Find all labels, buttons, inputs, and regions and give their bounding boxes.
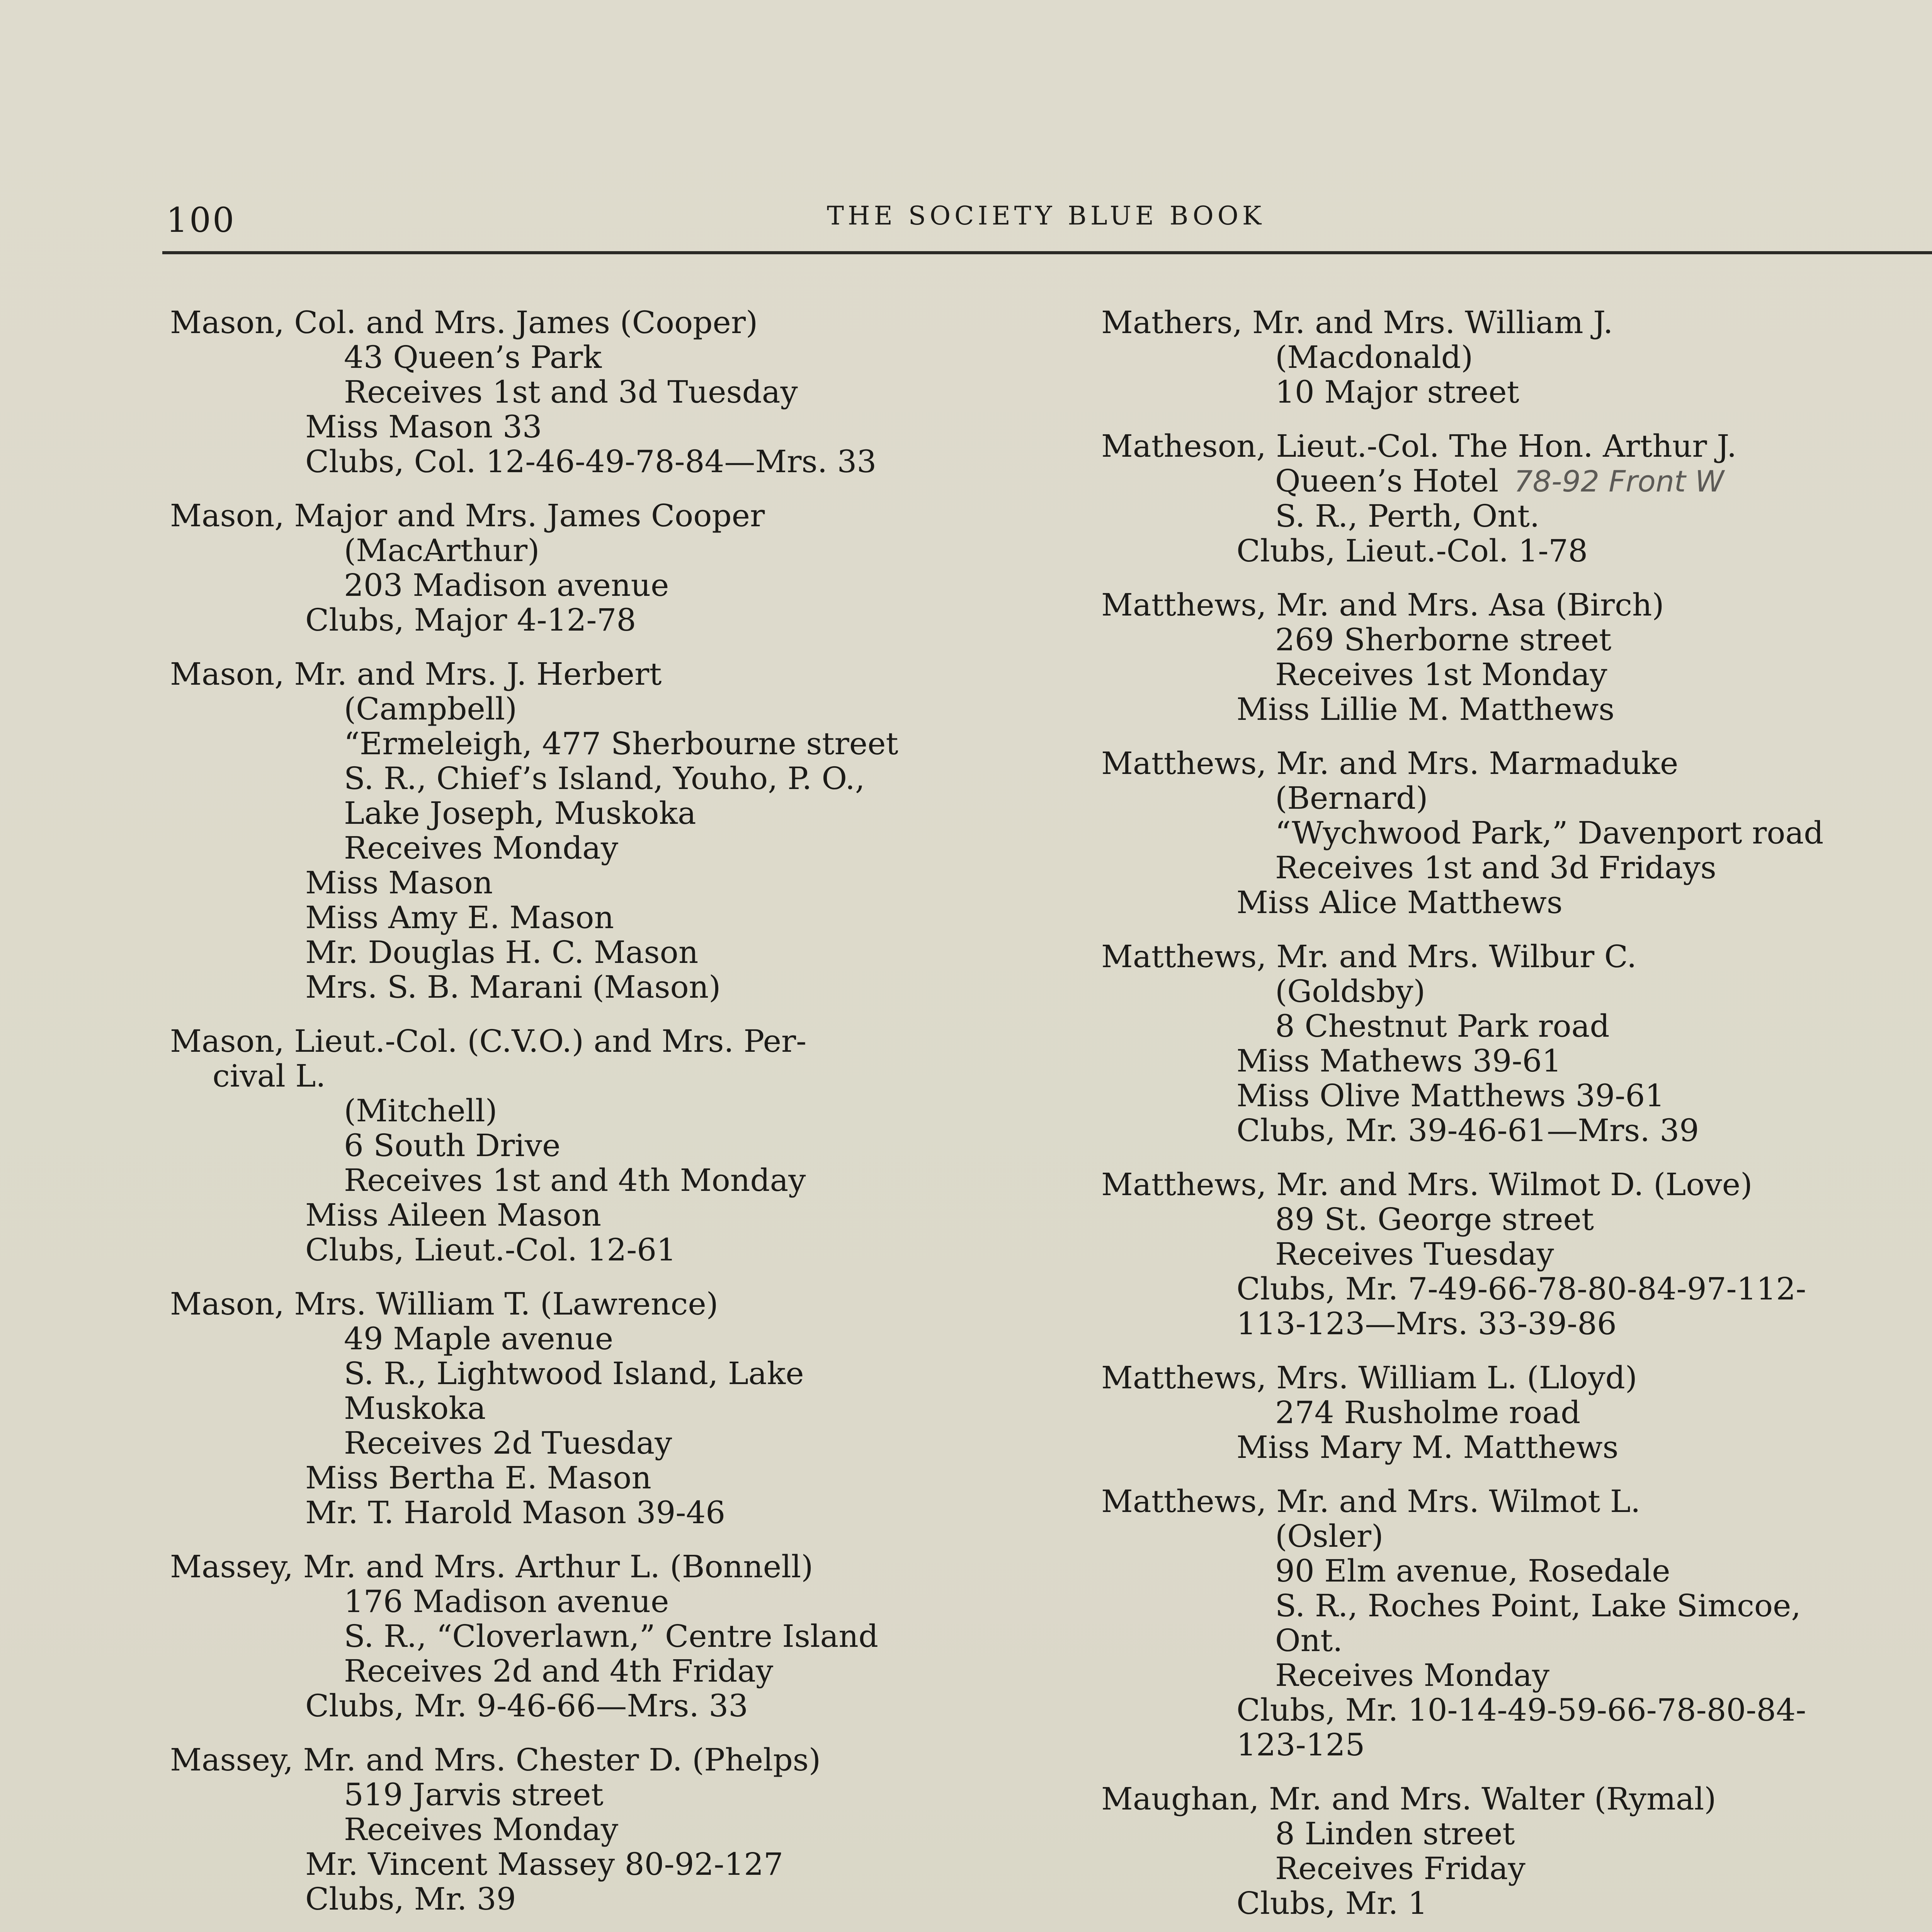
directory-entry (1101, 305, 1932, 410)
entry-line (170, 1619, 1066, 1654)
entry-name: Mason, Major and Mrs. James Cooper (170, 498, 765, 534)
header-rule (162, 251, 1932, 254)
entry-line (170, 866, 1066, 900)
entry-line-text: 8 Chestnut Park road (1275, 1008, 1610, 1044)
entry-line (1101, 1237, 1932, 1272)
entry-name: Matthews, Mr. and Mrs. Wilmot L. (1101, 1483, 1641, 1519)
entry-line-text: 176 Madison avenue (344, 1583, 669, 1619)
entry-line-text: Clubs, Lieut.-Col. 1-78 (1236, 533, 1588, 569)
entry-line-text: Miss Mary M. Matthews (1236, 1429, 1619, 1465)
entry-line-text: Queen’s Hotel (1275, 463, 1499, 499)
entry-line-text: 43 Queen’s Park (344, 339, 602, 375)
entry-line-text: Miss Mathews 39-61 (1236, 1043, 1562, 1079)
entry-name: Matthews, Mr. and Mrs. Marmaduke (1101, 745, 1679, 781)
entry-line (170, 900, 1066, 935)
entry-line-text: Receives Tuesday (1275, 1236, 1554, 1272)
entry-line (170, 1391, 1066, 1426)
left-column (170, 305, 1066, 1932)
entry-line-text: Miss Aileen Mason (305, 1197, 601, 1233)
entry-line-text: Miss Alice Matthews (1236, 884, 1563, 920)
entry-line (170, 1812, 1066, 1847)
entry-line-text: Clubs, Mr. 39 (305, 1881, 516, 1917)
entry-name: Matthews, Mr. and Mrs. Asa (Birch) (1101, 587, 1664, 623)
entry-line-text: Clubs, Major 4-12-78 (305, 602, 636, 638)
entry-line-text: Clubs, Col. 12-46-49-78-84—Mrs. 33 (305, 444, 877, 480)
entry-line (1101, 622, 1932, 657)
entry-line (170, 1777, 1066, 1812)
entry-line (170, 1198, 1066, 1233)
entry-line-text: Receives 1st and 3d Fridays (1275, 850, 1716, 886)
entry-line (1101, 534, 1932, 568)
entry-line-text: Receives 1st Monday (1275, 656, 1607, 692)
entry-line (170, 340, 1066, 375)
entry-line-text: S. R., Chief’s Island, Youho, P. O., (344, 760, 865, 796)
entry-line (170, 410, 1066, 444)
entry-line (1101, 1658, 1932, 1693)
entry-line (1101, 1430, 1932, 1465)
entry-line-text: 269 Sherborne street (1275, 622, 1612, 658)
directory-entry (170, 1024, 1066, 1267)
entry-line-text: 123-125 (1236, 1727, 1365, 1763)
entry-line-text: Mrs. S. B. Marani (Mason) (305, 969, 721, 1005)
entry-line-text: 6 South Drive (344, 1128, 561, 1163)
entry-line-text: Clubs, Mr. 7-49-66-78-80-84-97-112- (1236, 1271, 1806, 1307)
entry-line (1101, 974, 1932, 1009)
entry-line (170, 1233, 1066, 1267)
entry-line (170, 375, 1066, 410)
entry-line-text: Mr. T. Harold Mason 39-46 (305, 1495, 726, 1531)
entry-line (1101, 692, 1932, 727)
entry-line (1101, 1623, 1932, 1658)
entry-line (170, 796, 1066, 831)
entry-line (1101, 1886, 1932, 1921)
entry-line-text: Receives Friday (1275, 1850, 1526, 1886)
entry-name: Matthews, Mrs. William L. (Lloyd) (1101, 1360, 1638, 1396)
entry-line (1101, 1554, 1932, 1588)
entry-line (170, 1495, 1066, 1530)
entry-line (170, 603, 1066, 638)
entry-line (170, 1461, 1066, 1495)
directory-entry (170, 1743, 1066, 1917)
entry-line-text: (Macdonald) (1275, 339, 1473, 375)
entry-line-text: 8 Linden street (1275, 1816, 1515, 1852)
directory-entry (1101, 1361, 1932, 1465)
entry-line (170, 970, 1066, 1005)
entry-line-text: S. R., Lightwood Island, Lake (344, 1355, 804, 1391)
entry-name: Matthews, Mr. and Mrs. Wilmot D. (Love) (1101, 1167, 1753, 1202)
entry-name: Massey, Mr. and Mrs. Arthur L. (Bonnell) (170, 1549, 813, 1585)
entry-line (170, 1094, 1066, 1128)
entry-line-text: Receives 1st and 3d Tuesday (344, 374, 798, 410)
entry-line (1101, 375, 1932, 410)
entry-line-text: (Campbell) (344, 691, 517, 727)
entry-line-text: Miss Bertha E. Mason (305, 1460, 651, 1496)
entry-line-text: Receives Monday (344, 1811, 619, 1847)
entry-line-text: 49 Maple avenue (344, 1321, 614, 1357)
entry-name: Mason, Col. and Mrs. James (Cooper) (170, 304, 758, 340)
entry-line-text: (Osler) (1275, 1518, 1384, 1554)
entry-name: Matthews, Mr. and Mrs. Wilbur C. (1101, 939, 1637, 975)
directory-entry (170, 498, 1066, 638)
entry-line (170, 1882, 1066, 1917)
entry-line-text: Muskoka (344, 1390, 486, 1426)
directory-entry (1101, 1167, 1932, 1341)
directory-entry (1101, 1782, 1932, 1921)
entry-line (170, 1059, 1066, 1094)
entry-line-text: S. R., “Cloverlawn,” Centre Island (344, 1618, 878, 1654)
entry-line (170, 726, 1066, 761)
directory-entry (1101, 1484, 1932, 1762)
page-number: 100 (166, 200, 236, 240)
entry-line-text: 203 Madison avenue (344, 567, 669, 603)
directory-entry (1101, 746, 1932, 920)
entry-line-text: S. R., Roches Point, Lake Simcoe, (1275, 1588, 1801, 1624)
entry-name: Mason, Mr. and Mrs. J. Herbert (170, 656, 662, 692)
entry-line (1101, 1202, 1932, 1237)
entry-line-text: Miss Olive Matthews 39-61 (1236, 1078, 1665, 1114)
entry-line-text: Receives 2d and 4th Friday (344, 1653, 774, 1689)
entry-line (1101, 1306, 1932, 1341)
entry-line-text: (Bernard) (1275, 780, 1428, 816)
entry-line-text: Clubs, Mr. 10-14-49-59-66-78-80-84- (1236, 1692, 1806, 1728)
entry-line (1101, 340, 1932, 375)
entry-name: Matheson, Lieut.-Col. The Hon. Arthur J. (1101, 428, 1737, 464)
entry-line (170, 831, 1066, 866)
entry-line (1101, 1519, 1932, 1554)
handwritten-note: 78-92 Front W (1514, 464, 1724, 498)
entry-name: Mason, Mrs. William T. (Lawrence) (170, 1286, 718, 1322)
directory-entry (1101, 429, 1932, 568)
entry-line (170, 1584, 1066, 1619)
entry-line-text: (Mitchell) (344, 1093, 497, 1129)
entry-line (1101, 850, 1932, 885)
entry-name: Maughan, Mr. and Mrs. Walter (Rymal) (1101, 1781, 1716, 1817)
entry-line-text: 274 Rusholme road (1275, 1395, 1581, 1430)
entry-line-text: Receives 1st and 4th Monday (344, 1162, 806, 1198)
entry-line-text: “Ermeleigh, 477 Sherbourne street (344, 726, 898, 762)
directory-entry (170, 657, 1066, 1005)
entry-line-text: S. R., Perth, Ont. (1275, 498, 1540, 534)
entry-line (1101, 1693, 1932, 1728)
directory-entry (1101, 588, 1932, 727)
entry-line (1101, 885, 1932, 920)
entry-line-text: Clubs, Lieut.-Col. 12-61 (305, 1232, 677, 1268)
entry-line-text: 10 Major street (1275, 374, 1519, 410)
entry-line-text: 89 St. George street (1275, 1201, 1594, 1237)
entry-line (170, 1321, 1066, 1356)
entry-line (1101, 657, 1932, 692)
entry-line-text: Miss Lillie M. Matthews (1236, 691, 1615, 727)
directory-entry (1101, 939, 1932, 1148)
entry-line-text: 519 Jarvis street (344, 1777, 604, 1813)
entry-name: Mason, Lieut.-Col. (C.V.O.) and Mrs. Per- (170, 1023, 807, 1059)
entry-line-text: Clubs, Mr. 1 (1236, 1885, 1428, 1921)
entry-line (1101, 1078, 1932, 1113)
entry-line (1101, 1395, 1932, 1430)
entry-line (170, 1689, 1066, 1723)
entry-line (170, 761, 1066, 796)
entry-line-text: Clubs, Mr. 39-46-61—Mrs. 39 (1236, 1112, 1699, 1148)
entry-line (1101, 1113, 1932, 1148)
entry-line (170, 692, 1066, 726)
entry-line-text: 113-123—Mrs. 33-39-86 (1236, 1306, 1617, 1342)
entry-line (1101, 1272, 1932, 1306)
entry-line-text: Receives 2d Tuesday (344, 1425, 672, 1461)
entry-line (170, 1163, 1066, 1198)
entry-line (1101, 1044, 1932, 1078)
entry-line (170, 533, 1066, 568)
entry-line (1101, 464, 1932, 499)
directory-entry (170, 1549, 1066, 1723)
entry-name: Mathers, Mr. and Mrs. William J. (1101, 304, 1613, 340)
directory-entry (170, 305, 1066, 479)
entry-line (1101, 499, 1932, 534)
entry-line-text: Mr. Vincent Massey 80-92-127 (305, 1846, 783, 1882)
entry-line-text: Mr. Douglas H. C. Mason (305, 934, 699, 970)
entry-line (170, 444, 1066, 479)
entry-name: Massey, Mr. and Mrs. Chester D. (Phelps) (170, 1742, 821, 1778)
entry-line (1101, 1728, 1932, 1762)
entry-line-text: “Wychwood Park,” Davenport road (1275, 815, 1824, 851)
entry-line-text: Miss Mason (305, 865, 493, 901)
entry-line-text: (Goldsby) (1275, 973, 1425, 1009)
entry-line (170, 1128, 1066, 1163)
entry-line (1101, 1588, 1932, 1623)
entry-line (170, 1356, 1066, 1391)
entry-line-text: Ont. (1275, 1622, 1343, 1658)
entry-line-text: cival L. (213, 1058, 326, 1094)
directory-entry (170, 1287, 1066, 1530)
entry-line-text: 90 Elm avenue, Rosedale (1275, 1553, 1670, 1589)
entry-line-text: Receives Monday (1275, 1657, 1550, 1693)
entry-line (1101, 816, 1932, 850)
entry-line (170, 935, 1066, 970)
entry-line-text: Lake Joseph, Muskoka (344, 795, 696, 831)
entry-line (170, 568, 1066, 603)
entry-line (170, 1654, 1066, 1689)
entry-line (1101, 781, 1932, 816)
entry-line (1101, 1816, 1932, 1851)
entry-line (1101, 1009, 1932, 1044)
entry-line-text: (MacArthur) (344, 532, 540, 568)
entry-line (170, 1847, 1066, 1882)
entry-line-text: Miss Mason 33 (305, 409, 542, 445)
entry-line-text: Receives Monday (344, 830, 619, 866)
entry-line-text: Miss Amy E. Mason (305, 900, 614, 935)
entry-line-text: Clubs, Mr. 9-46-66—Mrs. 33 (305, 1688, 748, 1724)
running-title: THE SOCIETY BLUE BOOK (827, 201, 1265, 231)
right-column (1101, 305, 1932, 1932)
entry-line (1101, 1851, 1932, 1886)
entry-line (170, 1426, 1066, 1461)
